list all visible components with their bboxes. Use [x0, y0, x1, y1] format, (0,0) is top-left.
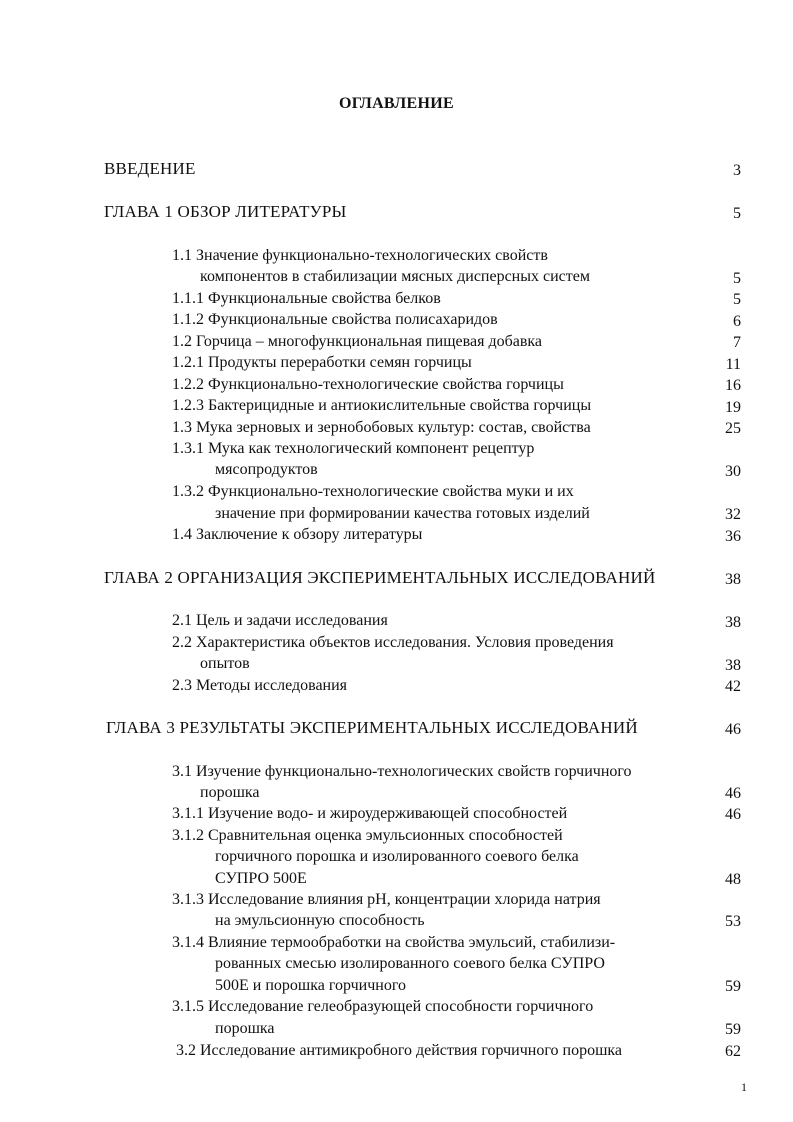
toc-page-number: 16	[725, 377, 741, 394]
toc-page-number: 7	[733, 334, 741, 351]
toc-page-number: 30	[725, 463, 741, 480]
toc-page-number: 59	[725, 1021, 741, 1038]
toc-page-number: 32	[725, 506, 741, 523]
toc-page-number: 5	[733, 270, 741, 287]
page-title: ОГЛАВЛЕНИЕ	[339, 95, 454, 112]
toc-page-number: 38	[725, 571, 741, 588]
toc-page-number: 46	[725, 785, 741, 802]
toc-page-number: 38	[725, 614, 741, 631]
toc-page-number: 46	[725, 721, 741, 738]
toc-page-number: 5	[733, 205, 741, 222]
toc-page-number: 11	[725, 356, 741, 373]
toc-page-number: 38	[725, 657, 741, 674]
toc-page-number: 46	[725, 806, 741, 823]
toc-page-number: 3	[733, 162, 741, 179]
toc-page-number: 5	[733, 291, 741, 308]
toc-page-number: 59	[725, 978, 741, 995]
toc-page-number: 36	[725, 528, 741, 545]
toc-page-number: 62	[725, 1043, 741, 1060]
document-page: ОГЛАВЛЕНИЕ ВВЕДЕНИЕ 3 ГЛАВА 1 ОБЗОР ЛИТЕРАТУРЫ 5 1.1 Значение функционально-технологических свойств компонентов в стабилизации мясных дисперсных систем 5 1.1.1 Функциональные свойства белков 5 1.1.2 Функциональные свойства полисахаридов 6 1.2 Горчица – многофункциональная пищевая добавка 7 1.2.1 Продукты переработки семян горчицы 11 1.2.2 Функционально-технологические свойства горчицы 16 1.2.3 Бактерицидные и антиокислительные свойства горчицы 19 1.3 Мука зерновых и зернобобовых культур: состав, свойства 25 1.3.1 Мука как технологический компонент рецептур мясопродуктов 30 1.3.2 Функционально-технологические свойства муки и их значение при формировании качества готовых изделий 32 1.4 Заключение к обзору литературы 36 ГЛАВА 2 ОРГАНИЗАЦИЯ ЭКСПЕРИМЕНТАЛЬНЫХ ИССЛЕДОВАНИЙ 38 2.1 Цель и задачи исследования 38 2.2 Характеристика объектов исследования. Условия проведения опытов 38 2.3 Методы исследования 42 ГЛАВА 3 РЕЗУЛЬТАТЫ ЭКСПЕРИМЕНТАЛЬНЫХ ИССЛЕДОВАНИЙ 46 3.1 Изучение функционально-технологических свойств горчичного порошка 46 3.1.1 Изучение водо- и жироудерживающей способностей 46 3.1.2 Сравнительная оценка эмульсионных способностей горчичного порошка и изолированного соевого белка СУПРО 500Е 48 3.1.3 Исследование влияния pH, концентрации хлорида натрия на эмульсионную способность 53 3.1.4 Влияние термообработки на свойства эмульсий, стабилизи- рованных смесью изолированного соевого белка СУПРО 500Е и порошка горчичного 59 3.1.5 Исследование гелеобразующей способности горчичного порошка 59 3.2 Исследование антимикробного действия горчичного порошка 62 1	[0, 0, 793, 1122]
toc-page-number: 42	[725, 678, 741, 695]
toc-page-number: 48	[725, 871, 741, 888]
toc-page-number: 25	[725, 420, 741, 437]
toc-page-number: 53	[725, 913, 741, 930]
toc-page-number: 6	[733, 313, 741, 330]
page-number: 1	[741, 1080, 747, 1094]
toc-page-number: 19	[725, 399, 741, 416]
